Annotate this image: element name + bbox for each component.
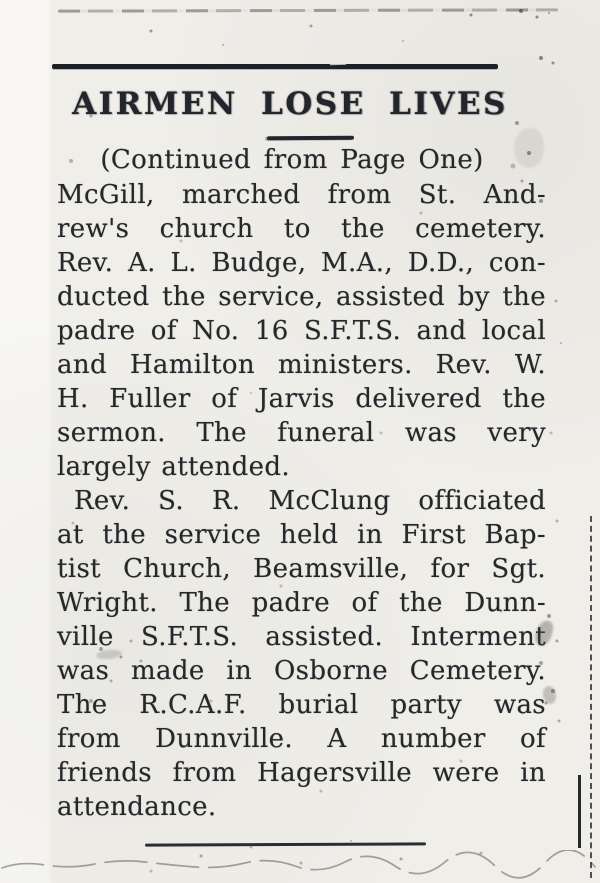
top-edge-line [58, 8, 558, 12]
body-line: Rev. A. L. Budge, M.A., D.D., con- [57, 248, 546, 278]
scan-noise-speckles [0, 0, 2, 2]
body-line: at the service held in First Bap- [57, 520, 546, 550]
ink-smudge [514, 128, 544, 168]
body-line: tist Church, Beamsville, for Sgt. [57, 554, 546, 584]
body-line: Wright. The padre of the Dunn- [57, 588, 546, 618]
article-headline: AIRMEN LOSE LIVES [72, 86, 508, 122]
body-line: and Hamilton ministers. Rev. W. [57, 350, 546, 380]
body-line: McGill, marched from St. And- [57, 180, 546, 210]
headline-top-rule [52, 64, 498, 69]
body-line: ville S.F.T.S. assisted. Interment [57, 622, 546, 652]
body-line: friends from Hagersville were in [57, 758, 546, 788]
body-line: ducted the service, assisted by the [57, 282, 546, 312]
body-line: rew's church to the cemetery. [57, 214, 546, 244]
body-line: sermon. The funeral was very [57, 418, 546, 448]
body-line: padre of No. 16 S.F.T.S. and local [57, 316, 546, 346]
body-line: was made in Osborne Cemetery. [57, 656, 546, 686]
column-rule-solid [578, 775, 581, 848]
article-body [57, 178, 546, 824]
body-line: attendance. [57, 792, 217, 822]
body-line: Rev. S. R. McClung officiated [74, 486, 546, 516]
continued-note: (Continued from Page One) [100, 145, 484, 175]
body-line: from Dunnville. A number of [57, 724, 546, 754]
bottom-edge-wavy-line [0, 850, 600, 880]
body-line: largely attended. [57, 452, 290, 482]
body-line: The R.C.A.F. burial party was [57, 690, 546, 720]
headline-divider [267, 136, 354, 140]
column-rule-dashed [590, 516, 592, 878]
body-line: H. Fuller of Jarvis delivered the [57, 384, 546, 414]
article-end-rule [145, 842, 426, 846]
